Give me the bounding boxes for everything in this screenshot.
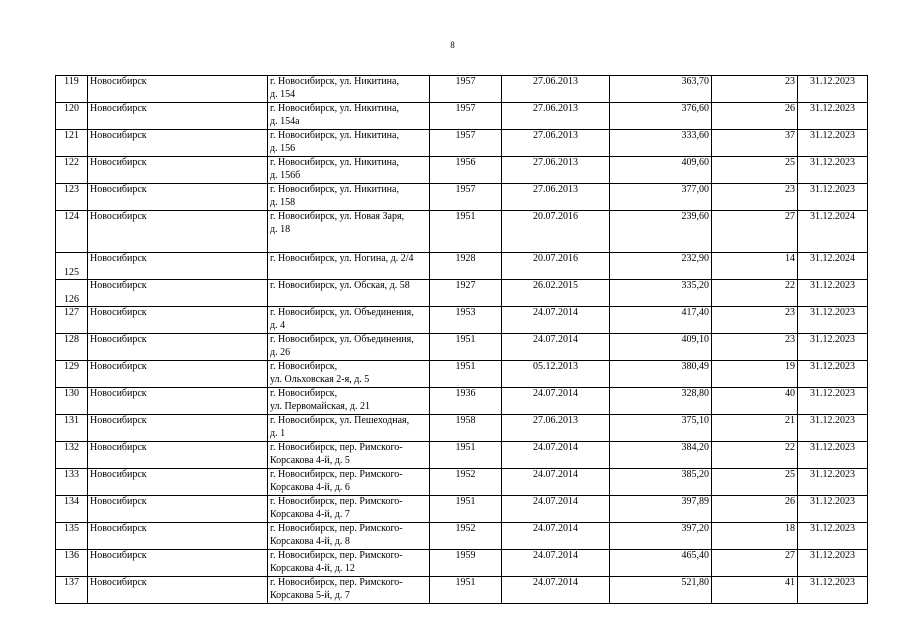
date-cell: 24.07.2014 bbox=[502, 442, 610, 469]
table-row bbox=[56, 103, 868, 130]
table-row bbox=[56, 184, 868, 211]
address-line-1: г. Новосибирск, ул. Никитина, bbox=[270, 103, 399, 114]
city-cell: Новосибирск bbox=[88, 523, 268, 550]
end-date-cell: 31.12.2023 bbox=[798, 415, 868, 442]
city-cell: Новосибирск bbox=[88, 577, 268, 604]
date-cell: 24.07.2014 bbox=[502, 469, 610, 496]
row-number-cell: 130 bbox=[56, 388, 88, 415]
end-date-cell: 31.12.2023 bbox=[798, 523, 868, 550]
date-cell: 27.06.2013 bbox=[502, 76, 610, 103]
row-number-cell: 126 bbox=[56, 280, 88, 307]
end-date-cell: 31.12.2023 bbox=[798, 307, 868, 334]
city-cell: Новосибирск bbox=[88, 253, 268, 280]
end-date-cell: 31.12.2024 bbox=[798, 253, 868, 280]
address-cell bbox=[268, 184, 430, 211]
date-cell: 24.07.2014 bbox=[502, 307, 610, 334]
date-cell: 27.06.2013 bbox=[502, 157, 610, 184]
area-cell: 363,70 bbox=[610, 76, 712, 103]
residents-cell: 27 bbox=[712, 550, 798, 577]
row-number-cell: 131 bbox=[56, 415, 88, 442]
address-line-1: г. Новосибирск, ул. Никитина, bbox=[270, 76, 399, 87]
address-cell bbox=[268, 469, 430, 496]
row-number-cell: 128 bbox=[56, 334, 88, 361]
date-cell: 27.06.2013 bbox=[502, 103, 610, 130]
address-line-1: г. Новосибирск, ул. Новая Заря, bbox=[270, 211, 405, 222]
row-number-cell: 135 bbox=[56, 523, 88, 550]
date-cell: 20.07.2016 bbox=[502, 253, 610, 280]
address-cell bbox=[268, 157, 430, 184]
address-line-2: д. 4 bbox=[270, 319, 286, 331]
year-cell: 1951 bbox=[430, 334, 502, 361]
residents-cell: 37 bbox=[712, 130, 798, 157]
residents-cell: 22 bbox=[712, 280, 798, 307]
year-cell: 1952 bbox=[430, 523, 502, 550]
area-cell: 335,20 bbox=[610, 280, 712, 307]
row-number-cell: 127 bbox=[56, 307, 88, 334]
year-cell: 1957 bbox=[430, 103, 502, 130]
city-cell: Новосибирск bbox=[88, 415, 268, 442]
residents-cell: 25 bbox=[712, 157, 798, 184]
year-cell: 1951 bbox=[430, 361, 502, 388]
table-row bbox=[56, 550, 868, 577]
address-cell bbox=[268, 76, 430, 103]
address-line-2: Корсакова 4-й, д. 8 bbox=[270, 535, 350, 547]
row-number-cell: 129 bbox=[56, 361, 88, 388]
table-row bbox=[56, 253, 868, 280]
address-line-1: г. Новосибирск, bbox=[270, 388, 338, 399]
city-cell: Новосибирск bbox=[88, 496, 268, 523]
address-cell bbox=[268, 307, 430, 334]
table-row bbox=[56, 496, 868, 523]
address-line-2: ул. Ольховская 2-я, д. 5 bbox=[270, 373, 370, 385]
year-cell: 1956 bbox=[430, 157, 502, 184]
address-line-1: г. Новосибирск, ул. Никитина, bbox=[270, 184, 399, 195]
address-line-1: г. Новосибирск, пер. Римского- bbox=[270, 550, 403, 561]
houses-table bbox=[55, 75, 868, 604]
address-cell bbox=[268, 415, 430, 442]
end-date-cell: 31.12.2024 bbox=[798, 211, 868, 253]
end-date-cell: 31.12.2023 bbox=[798, 280, 868, 307]
area-cell: 385,20 bbox=[610, 469, 712, 496]
address-line-2: Корсакова 4-й, д. 6 bbox=[270, 481, 350, 493]
end-date-cell: 31.12.2023 bbox=[798, 76, 868, 103]
row-number-cell: 119 bbox=[56, 76, 88, 103]
address-cell bbox=[268, 388, 430, 415]
city-cell: Новосибирск bbox=[88, 361, 268, 388]
table-row bbox=[56, 76, 868, 103]
table-row bbox=[56, 334, 868, 361]
year-cell: 1957 bbox=[430, 76, 502, 103]
table-row bbox=[56, 442, 868, 469]
residents-cell: 19 bbox=[712, 361, 798, 388]
date-cell: 05.12.2013 bbox=[502, 361, 610, 388]
year-cell: 1957 bbox=[430, 130, 502, 157]
address-cell bbox=[268, 280, 430, 307]
area-cell: 397,20 bbox=[610, 523, 712, 550]
address-line-2: д. 18 bbox=[270, 223, 291, 235]
address-line-2: д. 156 bbox=[270, 142, 296, 154]
residents-cell: 27 bbox=[712, 211, 798, 253]
end-date-cell: 31.12.2023 bbox=[798, 469, 868, 496]
area-cell: 328,80 bbox=[610, 388, 712, 415]
area-cell: 375,10 bbox=[610, 415, 712, 442]
residents-cell: 26 bbox=[712, 103, 798, 130]
address-cell bbox=[268, 442, 430, 469]
end-date-cell: 31.12.2023 bbox=[798, 442, 868, 469]
address-line-2: Корсакова 4-й, д. 12 bbox=[270, 562, 355, 574]
address-line-2: д. 154 bbox=[270, 88, 296, 100]
address-line-1: г. Новосибирск, пер. Римского- bbox=[270, 496, 403, 507]
table-body bbox=[56, 76, 868, 604]
date-cell: 24.07.2014 bbox=[502, 388, 610, 415]
city-cell: Новосибирск bbox=[88, 469, 268, 496]
address-cell bbox=[268, 523, 430, 550]
residents-cell: 21 bbox=[712, 415, 798, 442]
row-number-cell: 122 bbox=[56, 157, 88, 184]
year-cell: 1952 bbox=[430, 469, 502, 496]
end-date-cell: 31.12.2023 bbox=[798, 388, 868, 415]
area-cell: 409,10 bbox=[610, 334, 712, 361]
page-number: 8 bbox=[450, 40, 455, 50]
address-line-2: Корсакова 4-й, д. 7 bbox=[270, 508, 350, 520]
area-cell: 333,60 bbox=[610, 130, 712, 157]
address-line-2: д. 26 bbox=[270, 346, 291, 358]
date-cell: 24.07.2014 bbox=[502, 496, 610, 523]
end-date-cell: 31.12.2023 bbox=[798, 157, 868, 184]
row-number-cell: 121 bbox=[56, 130, 88, 157]
row-number-cell: 136 bbox=[56, 550, 88, 577]
year-cell: 1936 bbox=[430, 388, 502, 415]
end-date-cell: 31.12.2023 bbox=[798, 334, 868, 361]
city-cell: Новосибирск bbox=[88, 442, 268, 469]
residents-cell: 25 bbox=[712, 469, 798, 496]
date-cell: 27.06.2013 bbox=[502, 415, 610, 442]
area-cell: 521,80 bbox=[610, 577, 712, 604]
end-date-cell: 31.12.2023 bbox=[798, 130, 868, 157]
table-row bbox=[56, 577, 868, 604]
residents-cell: 41 bbox=[712, 577, 798, 604]
city-cell: Новосибирск bbox=[88, 307, 268, 334]
city-cell: Новосибирск bbox=[88, 184, 268, 211]
area-cell: 376,60 bbox=[610, 103, 712, 130]
table-row bbox=[56, 469, 868, 496]
row-number-cell: 124 bbox=[56, 211, 88, 253]
row-number-cell: 134 bbox=[56, 496, 88, 523]
date-cell: 24.07.2014 bbox=[502, 550, 610, 577]
address-line-1: г. Новосибирск, пер. Римского- bbox=[270, 442, 403, 453]
city-cell: Новосибирск bbox=[88, 211, 268, 253]
city-cell: Новосибирск bbox=[88, 157, 268, 184]
address-cell bbox=[268, 253, 430, 280]
city-cell: Новосибирск bbox=[88, 280, 268, 307]
address-cell bbox=[268, 496, 430, 523]
date-cell: 24.07.2014 bbox=[502, 523, 610, 550]
year-cell: 1959 bbox=[430, 550, 502, 577]
end-date-cell: 31.12.2023 bbox=[798, 184, 868, 211]
row-number-cell: 120 bbox=[56, 103, 88, 130]
city-cell: Новосибирск bbox=[88, 103, 268, 130]
area-cell: 239,60 bbox=[610, 211, 712, 253]
date-cell: 20.07.2016 bbox=[502, 211, 610, 253]
table-row bbox=[56, 415, 868, 442]
address-line-1: г. Новосибирск, ул. Объединения, bbox=[270, 307, 414, 318]
address-line-2: Корсакова 5-й, д. 7 bbox=[270, 589, 350, 601]
city-cell: Новосибирск bbox=[88, 76, 268, 103]
address-line-1: г. Новосибирск, ул. Никитина, bbox=[270, 130, 399, 141]
residents-cell: 23 bbox=[712, 334, 798, 361]
table-row bbox=[56, 157, 868, 184]
address-cell bbox=[268, 361, 430, 388]
address-line-2: Корсакова 4-й, д. 5 bbox=[270, 454, 350, 466]
area-cell: 380,49 bbox=[610, 361, 712, 388]
date-cell: 27.06.2013 bbox=[502, 184, 610, 211]
row-number-cell: 123 bbox=[56, 184, 88, 211]
area-cell: 397,89 bbox=[610, 496, 712, 523]
row-number-cell: 137 bbox=[56, 577, 88, 604]
area-cell: 377,00 bbox=[610, 184, 712, 211]
address-cell bbox=[268, 211, 430, 253]
end-date-cell: 31.12.2023 bbox=[798, 103, 868, 130]
residents-cell: 23 bbox=[712, 307, 798, 334]
date-cell: 27.06.2013 bbox=[502, 130, 610, 157]
address-line-1: г. Новосибирск, ул. Пешеходная, bbox=[270, 415, 410, 426]
city-cell: Новосибирск bbox=[88, 550, 268, 577]
residents-cell: 18 bbox=[712, 523, 798, 550]
area-cell: 232,90 bbox=[610, 253, 712, 280]
year-cell: 1928 bbox=[430, 253, 502, 280]
table-row bbox=[56, 130, 868, 157]
year-cell: 1953 bbox=[430, 307, 502, 334]
year-cell: 1951 bbox=[430, 496, 502, 523]
address-line-2: д. 156б bbox=[270, 169, 301, 181]
year-cell: 1951 bbox=[430, 577, 502, 604]
end-date-cell: 31.12.2023 bbox=[798, 550, 868, 577]
row-number-cell: 132 bbox=[56, 442, 88, 469]
year-cell: 1958 bbox=[430, 415, 502, 442]
address-cell bbox=[268, 130, 430, 157]
end-date-cell: 31.12.2023 bbox=[798, 577, 868, 604]
residents-cell: 23 bbox=[712, 76, 798, 103]
area-cell: 465,40 bbox=[610, 550, 712, 577]
address-cell bbox=[268, 577, 430, 604]
row-number-cell: 125 bbox=[56, 253, 88, 280]
year-cell: 1957 bbox=[430, 184, 502, 211]
address-line-1: г. Новосибирск, ул. Ногина, д. 2/4 bbox=[270, 253, 414, 264]
address-cell bbox=[268, 550, 430, 577]
residents-cell: 14 bbox=[712, 253, 798, 280]
address-line-1: г. Новосибирск, ул. Никитина, bbox=[270, 157, 399, 168]
table-row bbox=[56, 388, 868, 415]
date-cell: 24.07.2014 bbox=[502, 577, 610, 604]
area-cell: 417,40 bbox=[610, 307, 712, 334]
address-line-1: г. Новосибирск, ул. Объединения, bbox=[270, 334, 414, 345]
table-row bbox=[56, 280, 868, 307]
address-line-1: г. Новосибирск, bbox=[270, 361, 338, 372]
address-line-1: г. Новосибирск, пер. Римского- bbox=[270, 523, 403, 534]
address-line-2: ул. Первомайская, д. 21 bbox=[270, 400, 370, 412]
end-date-cell: 31.12.2023 bbox=[798, 496, 868, 523]
address-line-2: д. 158 bbox=[270, 196, 296, 208]
address-line-1: г. Новосибирск, пер. Римского- bbox=[270, 577, 403, 588]
table-row bbox=[56, 307, 868, 334]
area-cell: 384,20 bbox=[610, 442, 712, 469]
year-cell: 1927 bbox=[430, 280, 502, 307]
address-cell bbox=[268, 103, 430, 130]
address-line-2: д. 1 bbox=[270, 427, 286, 439]
address-line-2: д. 154а bbox=[270, 115, 300, 127]
address-line-1: г. Новосибирск, ул. Обская, д. 58 bbox=[270, 280, 410, 291]
address-cell bbox=[268, 334, 430, 361]
table-row bbox=[56, 361, 868, 388]
city-cell: Новосибирск bbox=[88, 388, 268, 415]
year-cell: 1951 bbox=[430, 211, 502, 253]
date-cell: 24.07.2014 bbox=[502, 334, 610, 361]
residents-cell: 23 bbox=[712, 184, 798, 211]
row-number-cell: 133 bbox=[56, 469, 88, 496]
residents-cell: 26 bbox=[712, 496, 798, 523]
end-date-cell: 31.12.2023 bbox=[798, 361, 868, 388]
table-row bbox=[56, 211, 868, 253]
date-cell: 26.02.2015 bbox=[502, 280, 610, 307]
year-cell: 1951 bbox=[430, 442, 502, 469]
residents-cell: 22 bbox=[712, 442, 798, 469]
residents-cell: 40 bbox=[712, 388, 798, 415]
city-cell: Новосибирск bbox=[88, 130, 268, 157]
area-cell: 409,60 bbox=[610, 157, 712, 184]
table-row bbox=[56, 523, 868, 550]
city-cell: Новосибирск bbox=[88, 334, 268, 361]
address-line-1: г. Новосибирск, пер. Римского- bbox=[270, 469, 403, 480]
